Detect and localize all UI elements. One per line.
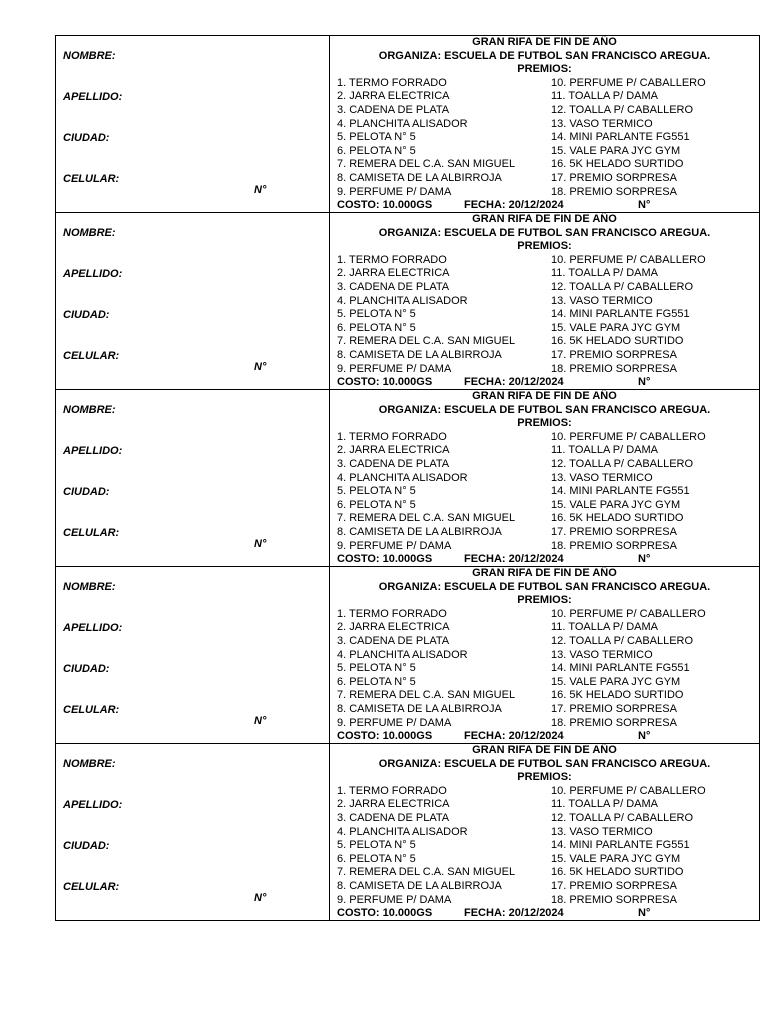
prize-item: 4. PLANCHITA ALISADOR (337, 825, 468, 838)
prize-item: 1. TERMO FORRADO (337, 253, 447, 266)
celular-label: CELULAR: (63, 527, 120, 539)
prize-item: 14. MINI PARLANTE FG551 (551, 308, 690, 321)
ticket-footer (330, 907, 759, 921)
prize-item: 11. TOALLA P/ DAMA (551, 621, 658, 634)
ticket-body (330, 567, 759, 743)
prize-item: 6. PELOTA N° 5 (337, 675, 416, 688)
prize-item: 12. TOALLA P/ CABALLERO (551, 103, 694, 116)
prize-column-right (551, 431, 759, 553)
prize-item: 12. TOALLA P/ CABALLERO (551, 280, 694, 293)
prize-item: 15. VALE PARA JYC GYM (551, 321, 681, 334)
stub-number-label: N° (254, 715, 267, 727)
cost-text: COSTO: 10.000GS (337, 376, 433, 389)
ticket-stub (56, 36, 330, 212)
prize-list (330, 431, 759, 553)
ticket-stub (56, 567, 330, 743)
organizer-line: ORGANIZA: ESCUELA DE FUTBOL SAN FRANCISCO AREGUA. (378, 403, 711, 416)
prize-item: 10. PERFUME P/ CABALLERO (551, 784, 706, 797)
prize-item: 11. TOALLA P/ DAMA (551, 798, 658, 811)
celular-label: CELULAR: (63, 881, 120, 893)
prize-item: 16. 5K HELADO SURTIDO (551, 335, 684, 348)
raffle-ticket (56, 567, 759, 744)
prize-item: 12. TOALLA P/ CABALLERO (551, 811, 694, 824)
nombre-label: NOMBRE: (63, 758, 116, 770)
ticket-footer (330, 730, 759, 744)
prize-item: 8. CAMISETA DE LA ALBIRROJA (337, 525, 502, 538)
prize-item: 17. PREMIO SORPRESA (551, 879, 677, 892)
prize-column-right (551, 785, 759, 907)
prize-item: 3. CADENA DE PLATA (337, 457, 450, 470)
prize-item: 17. PREMIO SORPRESA (551, 171, 677, 184)
prize-item: 14. MINI PARLANTE FG551 (551, 485, 690, 498)
prize-column-left (330, 77, 551, 199)
prize-item: 2. JARRA ELECTRICA (337, 90, 450, 103)
prize-item: 11. TOALLA P/ DAMA (551, 444, 658, 457)
prize-item: 18. PREMIO SORPRESA (551, 185, 677, 198)
prize-list (330, 608, 759, 730)
raffle-title: GRAN RIFA DE FIN DE AÑO (472, 213, 617, 225)
ticket-number-label: N° (638, 376, 651, 389)
prize-item: 10. PERFUME P/ CABALLERO (551, 607, 706, 620)
prize-item: 7. REMERA DEL C.A. SAN MIGUEL (337, 158, 516, 171)
prize-item: 17. PREMIO SORPRESA (551, 702, 677, 715)
prize-item: 14. MINI PARLANTE FG551 (551, 839, 690, 852)
date-text: FECHA: 20/12/2024 (464, 376, 564, 389)
stub-number-label: N° (254, 361, 267, 373)
prize-item: 15. VALE PARA JYC GYM (551, 498, 681, 511)
prize-item: 15. VALE PARA JYC GYM (551, 852, 681, 865)
date-text: FECHA: 20/12/2024 (464, 199, 564, 212)
prize-item: 5. PELOTA N° 5 (337, 131, 416, 144)
prize-column-left (330, 431, 551, 553)
prizes-heading: PREMIOS: (517, 771, 572, 784)
prize-item: 2. JARRA ELECTRICA (337, 621, 450, 634)
prize-item: 14. MINI PARLANTE FG551 (551, 662, 690, 675)
prize-item: 12. TOALLA P/ CABALLERO (551, 634, 694, 647)
prize-item: 9. PERFUME P/ DAMA (337, 362, 452, 375)
apellido-label: APELLIDO: (63, 91, 123, 103)
apellido-label: APELLIDO: (63, 445, 123, 457)
nombre-label: NOMBRE: (63, 227, 116, 239)
cost-text: COSTO: 10.000GS (337, 199, 433, 212)
prize-item: 9. PERFUME P/ DAMA (337, 539, 452, 552)
prize-list (330, 77, 759, 199)
raffle-ticket (56, 390, 759, 567)
nombre-label: NOMBRE: (63, 404, 116, 416)
prize-item: 10. PERFUME P/ CABALLERO (551, 76, 706, 89)
prize-item: 17. PREMIO SORPRESA (551, 525, 677, 538)
cost-text: COSTO: 10.000GS (337, 907, 433, 920)
ticket-body (330, 744, 759, 920)
nombre-label: NOMBRE: (63, 50, 116, 62)
prize-item: 4. PLANCHITA ALISADOR (337, 648, 468, 661)
prize-item: 17. PREMIO SORPRESA (551, 348, 677, 361)
prize-item: 4. PLANCHITA ALISADOR (337, 294, 468, 307)
prize-item: 13. VASO TERMICO (551, 471, 653, 484)
nombre-label: NOMBRE: (63, 581, 116, 593)
prize-item: 3. CADENA DE PLATA (337, 103, 450, 116)
ticket-footer (330, 199, 759, 213)
prize-item: 6. PELOTA N° 5 (337, 321, 416, 334)
celular-label: CELULAR: (63, 704, 120, 716)
prize-column-left (330, 608, 551, 730)
raffle-sheet (55, 35, 760, 921)
prize-item: 8. CAMISETA DE LA ALBIRROJA (337, 171, 502, 184)
prize-item: 9. PERFUME P/ DAMA (337, 716, 452, 729)
raffle-ticket (56, 36, 759, 213)
prize-item: 12. TOALLA P/ CABALLERO (551, 457, 694, 470)
prize-column-right (551, 608, 759, 730)
ticket-body (330, 36, 759, 212)
stub-number-label: N° (254, 184, 267, 196)
celular-label: CELULAR: (63, 173, 120, 185)
prize-item: 6. PELOTA N° 5 (337, 498, 416, 511)
prize-item: 16. 5K HELADO SURTIDO (551, 689, 684, 702)
ticket-body (330, 213, 759, 389)
prize-item: 18. PREMIO SORPRESA (551, 893, 677, 906)
prize-item: 5. PELOTA N° 5 (337, 662, 416, 675)
raffle-title: GRAN RIFA DE FIN DE AÑO (472, 744, 617, 756)
ticket-number-label: N° (638, 199, 651, 212)
ticket-stub (56, 390, 330, 566)
prize-item: 7. REMERA DEL C.A. SAN MIGUEL (337, 335, 516, 348)
raffle-title: GRAN RIFA DE FIN DE AÑO (472, 390, 617, 402)
prize-item: 16. 5K HELADO SURTIDO (551, 158, 684, 171)
raffle-title: GRAN RIFA DE FIN DE AÑO (472, 36, 617, 48)
prize-item: 11. TOALLA P/ DAMA (551, 90, 658, 103)
date-text: FECHA: 20/12/2024 (464, 907, 564, 920)
raffle-ticket (56, 213, 759, 390)
organizer-line: ORGANIZA: ESCUELA DE FUTBOL SAN FRANCISCO AREGUA. (378, 757, 711, 770)
organizer-line: ORGANIZA: ESCUELA DE FUTBOL SAN FRANCISCO AREGUA. (378, 226, 711, 239)
prize-item: 5. PELOTA N° 5 (337, 485, 416, 498)
cost-text: COSTO: 10.000GS (337, 553, 433, 566)
ticket-stub (56, 744, 330, 920)
prize-item: 18. PREMIO SORPRESA (551, 539, 677, 552)
prize-item: 2. JARRA ELECTRICA (337, 444, 450, 457)
ciudad-label: CIUDAD: (63, 486, 110, 498)
prize-item: 4. PLANCHITA ALISADOR (337, 471, 468, 484)
apellido-label: APELLIDO: (63, 268, 123, 280)
ciudad-label: CIUDAD: (63, 840, 110, 852)
prize-item: 7. REMERA DEL C.A. SAN MIGUEL (337, 512, 516, 525)
prize-item: 13. VASO TERMICO (551, 648, 653, 661)
prize-item: 7. REMERA DEL C.A. SAN MIGUEL (337, 689, 516, 702)
ticket-number-label: N° (638, 907, 651, 920)
prizes-heading: PREMIOS: (517, 594, 572, 607)
ciudad-label: CIUDAD: (63, 663, 110, 675)
prize-item: 18. PREMIO SORPRESA (551, 716, 677, 729)
prize-item: 13. VASO TERMICO (551, 294, 653, 307)
prize-item: 1. TERMO FORRADO (337, 607, 447, 620)
cost-text: COSTO: 10.000GS (337, 730, 433, 743)
organizer-line: ORGANIZA: ESCUELA DE FUTBOL SAN FRANCISCO AREGUA. (378, 580, 711, 593)
prize-item: 15. VALE PARA JYC GYM (551, 675, 681, 688)
raffle-ticket (56, 744, 759, 921)
prize-item: 5. PELOTA N° 5 (337, 839, 416, 852)
date-text: FECHA: 20/12/2024 (464, 730, 564, 743)
ciudad-label: CIUDAD: (63, 132, 110, 144)
ticket-body (330, 390, 759, 566)
prize-item: 10. PERFUME P/ CABALLERO (551, 430, 706, 443)
prize-item: 8. CAMISETA DE LA ALBIRROJA (337, 702, 502, 715)
prize-column-left (330, 254, 551, 376)
date-text: FECHA: 20/12/2024 (464, 553, 564, 566)
prize-item: 16. 5K HELADO SURTIDO (551, 512, 684, 525)
prize-item: 4. PLANCHITA ALISADOR (337, 117, 468, 130)
prize-item: 1. TERMO FORRADO (337, 430, 447, 443)
prize-item: 7. REMERA DEL C.A. SAN MIGUEL (337, 866, 516, 879)
ticket-number-label: N° (638, 730, 651, 743)
prize-item: 13. VASO TERMICO (551, 825, 653, 838)
prize-item: 15. VALE PARA JYC GYM (551, 144, 681, 157)
ticket-number-label: N° (638, 553, 651, 566)
prizes-heading: PREMIOS: (517, 240, 572, 253)
prize-item: 1. TERMO FORRADO (337, 784, 447, 797)
celular-label: CELULAR: (63, 350, 120, 362)
prize-item: 1. TERMO FORRADO (337, 76, 447, 89)
raffle-title: GRAN RIFA DE FIN DE AÑO (472, 567, 617, 579)
organizer-line: ORGANIZA: ESCUELA DE FUTBOL SAN FRANCISCO AREGUA. (378, 49, 711, 62)
prize-item: 13. VASO TERMICO (551, 117, 653, 130)
prize-item: 9. PERFUME P/ DAMA (337, 185, 452, 198)
prize-item: 18. PREMIO SORPRESA (551, 362, 677, 375)
prizes-heading: PREMIOS: (517, 417, 572, 430)
prize-item: 8. CAMISETA DE LA ALBIRROJA (337, 348, 502, 361)
stub-number-label: N° (254, 892, 267, 904)
prize-item: 3. CADENA DE PLATA (337, 280, 450, 293)
prize-item: 6. PELOTA N° 5 (337, 144, 416, 157)
ticket-stub (56, 213, 330, 389)
prize-column-right (551, 254, 759, 376)
prize-column-right (551, 77, 759, 199)
prize-column-left (330, 785, 551, 907)
prize-list (330, 785, 759, 907)
prize-item: 14. MINI PARLANTE FG551 (551, 131, 690, 144)
ticket-footer (330, 376, 759, 390)
apellido-label: APELLIDO: (63, 622, 123, 634)
stub-number-label: N° (254, 538, 267, 550)
prize-item: 9. PERFUME P/ DAMA (337, 893, 452, 906)
prize-item: 6. PELOTA N° 5 (337, 852, 416, 865)
prize-item: 3. CADENA DE PLATA (337, 634, 450, 647)
prize-item: 2. JARRA ELECTRICA (337, 798, 450, 811)
prize-item: 2. JARRA ELECTRICA (337, 267, 450, 280)
prize-item: 5. PELOTA N° 5 (337, 308, 416, 321)
prizes-heading: PREMIOS: (517, 63, 572, 76)
prize-item: 8. CAMISETA DE LA ALBIRROJA (337, 879, 502, 892)
prize-item: 10. PERFUME P/ CABALLERO (551, 253, 706, 266)
ciudad-label: CIUDAD: (63, 309, 110, 321)
apellido-label: APELLIDO: (63, 799, 123, 811)
prize-item: 11. TOALLA P/ DAMA (551, 267, 658, 280)
prize-list (330, 254, 759, 376)
ticket-footer (330, 553, 759, 567)
prize-item: 3. CADENA DE PLATA (337, 811, 450, 824)
prize-item: 16. 5K HELADO SURTIDO (551, 866, 684, 879)
